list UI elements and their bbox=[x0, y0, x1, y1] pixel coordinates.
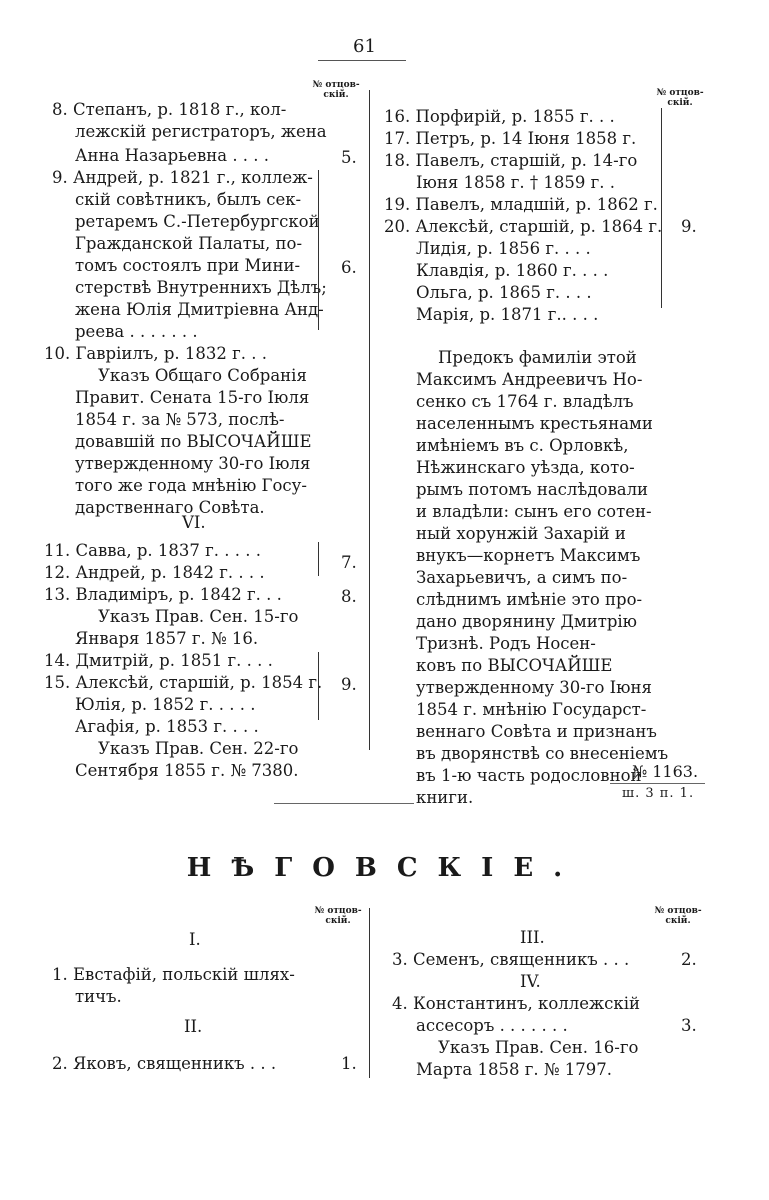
bracket-dmitry bbox=[318, 652, 319, 720]
header-line-2: скій. bbox=[323, 90, 349, 100]
history-paragraph-line: Захарьевичъ, а симъ по- bbox=[416, 568, 628, 587]
genealogy-entry-line: 12. Андрей, р. 1842 г. . . . bbox=[44, 563, 265, 582]
history-paragraph-line: Тризнѣ. Родъ Носен- bbox=[416, 634, 596, 653]
history-paragraph-line: ковъ по ВЫСОЧАЙШЕ bbox=[416, 656, 613, 675]
genealogy-entry-line: Ольга, р. 1865 г. . . . bbox=[416, 283, 592, 302]
bottom-column-divider bbox=[369, 908, 370, 1078]
entry-konstantin-cont: ассесоръ . . . . . . . bbox=[416, 1016, 568, 1035]
genealogy-entry-line: жена Юлія Дмитріевна Анд- bbox=[75, 300, 324, 319]
history-paragraph-line: населеннымъ крестьянами bbox=[416, 414, 653, 433]
history-paragraph-line: ный хорунжій Захарій и bbox=[416, 524, 626, 543]
genealogy-entry-line: реева . . . . . . . bbox=[75, 322, 198, 341]
genealogy-entry-line: Юлія, р. 1852 г. . . . . bbox=[75, 695, 256, 714]
bracket-andrey bbox=[318, 170, 319, 330]
header-line-2: скій. bbox=[667, 98, 693, 108]
genealogy-entry-line: Января 1857 г. № 16. bbox=[75, 629, 259, 648]
header-line-2: скій. bbox=[665, 916, 691, 926]
header-line-1: № отцов- bbox=[654, 906, 702, 916]
history-paragraph-line: въ дворянствѣ со внесеніемъ bbox=[416, 744, 669, 763]
genealogy-entry-line: Сентября 1855 г. № 7380. bbox=[75, 761, 299, 780]
genealogy-entry-line: стерствѣ Внутреннихъ Дѣлъ; bbox=[75, 278, 327, 297]
header-line-1: № отцов- bbox=[312, 80, 360, 90]
father-ref-number: 6. bbox=[341, 258, 357, 277]
bottom-left-header bbox=[308, 906, 368, 926]
ref-konstantin: 3. bbox=[681, 1016, 697, 1035]
history-paragraph-line: книги. bbox=[416, 788, 474, 807]
header-line-2: скій. bbox=[325, 916, 351, 926]
genealogy-entry-line: 10. Гавріилъ, р. 1832 г. . . bbox=[44, 344, 267, 363]
genealogy-entry-line: томъ состоялъ при Мини- bbox=[75, 256, 301, 275]
history-paragraph-line: и владѣли: сынъ его сотен- bbox=[416, 502, 652, 521]
genealogy-entry-line: 14. Дмитрій, р. 1851 г. . . . bbox=[44, 651, 273, 670]
bottom-right-header bbox=[648, 906, 708, 926]
family-title: НѢГОВСКІЕ. bbox=[186, 853, 583, 883]
bracket-right bbox=[661, 108, 662, 308]
genealogy-entry-line: Правит. Сената 15-го Іюля bbox=[75, 388, 310, 407]
file-rule bbox=[610, 783, 705, 784]
ukaz-line-1: Указъ Прав. Сен. 16-го bbox=[438, 1038, 639, 1057]
genealogy-entry-line: 20. Алексѣй, старшій, р. 1864 г. bbox=[384, 217, 663, 236]
entry-yakov: 2. Яковъ, священникъ . . . bbox=[52, 1054, 277, 1073]
entry-semen: 3. Семенъ, священникъ . . . bbox=[392, 950, 630, 969]
genealogy-entry-line: Анна Назарьевна . . . . bbox=[75, 146, 270, 165]
genealogy-entry-line: Марія, р. 1871 г.. . . . bbox=[416, 305, 599, 324]
genealogy-entry-line: 15. Алексѣй, старшій, р. 1854 г. bbox=[44, 673, 323, 692]
bottom-section-i: I. bbox=[189, 930, 201, 949]
genealogy-entry-line: 1854 г. за № 573, послѣ- bbox=[75, 410, 285, 429]
right-column-header bbox=[650, 88, 710, 108]
file-location: ш. 3 п. 1. bbox=[622, 786, 695, 801]
father-ref-number: 8. bbox=[341, 587, 357, 606]
history-paragraph-line: веннаго Совѣта и признанъ bbox=[416, 722, 657, 741]
bottom-section-ii: II. bbox=[184, 1017, 203, 1036]
entry-konstantin: 4. Константинъ, коллежскій bbox=[392, 994, 640, 1013]
page-number: 61 bbox=[353, 36, 376, 57]
entry-evstafy-cont: тичъ. bbox=[75, 987, 122, 1006]
genealogy-entry-line: утвержденному 30-го Іюля bbox=[75, 454, 311, 473]
father-ref-number: 7. bbox=[341, 553, 357, 572]
genealogy-entry-line: Указъ Общаго Собранія bbox=[98, 366, 307, 385]
genealogy-entry-line: довавшій по ВЫСОЧАЙШЕ bbox=[75, 432, 312, 451]
left-column-header bbox=[306, 80, 366, 100]
ukaz-line-2: Марта 1858 г. № 1797. bbox=[416, 1060, 612, 1079]
father-ref-number: 9. bbox=[341, 675, 357, 694]
father-ref-number: 9. bbox=[681, 217, 697, 236]
ref-semen: 2. bbox=[681, 950, 697, 969]
page-number-rule bbox=[318, 60, 406, 61]
genealogy-entry-line: 19. Павелъ, младшій, р. 1862 г. bbox=[384, 195, 658, 214]
history-paragraph-line: внукъ—корнетъ Максимъ bbox=[416, 546, 641, 565]
genealogy-entry-line: 9. Андрей, р. 1821 г., коллеж- bbox=[52, 168, 313, 187]
bracket-savva bbox=[318, 542, 319, 576]
genealogy-entry-line: Указъ Прав. Сен. 22-го bbox=[98, 739, 299, 758]
bottom-section-iv: IV. bbox=[520, 972, 541, 991]
column-divider bbox=[369, 90, 370, 750]
history-paragraph-line: Предокъ фамиліи этой bbox=[438, 348, 637, 367]
genealogy-entry-line: 16. Порфирій, р. 1855 г. . . bbox=[384, 107, 615, 126]
history-paragraph-line: въ 1-ю часть родословной bbox=[416, 766, 642, 785]
bottom-section-iii: III. bbox=[520, 928, 545, 947]
header-line-1: № отцов- bbox=[314, 906, 362, 916]
genealogy-entry-line: Гражданской Палаты, по- bbox=[75, 234, 303, 253]
genealogy-entry-line: дарственнаго Совѣта. bbox=[75, 498, 265, 517]
genealogy-entry-line: 18. Павелъ, старшій, р. 14-го bbox=[384, 151, 638, 170]
genealogy-entry-line: Клавдія, р. 1860 г. . . . bbox=[416, 261, 609, 280]
history-paragraph-line: Нѣжинскаго уѣзда, кото- bbox=[416, 458, 635, 477]
entry-evstafy: 1. Евстафій, польскій шлях- bbox=[52, 965, 295, 984]
history-paragraph-line: дано дворянину Дмитрію bbox=[416, 612, 638, 631]
section-vi-title: VI. bbox=[182, 513, 206, 532]
father-ref-number: 5. bbox=[341, 148, 357, 167]
history-paragraph-line: имѣніемъ въ с. Орловкѣ, bbox=[416, 436, 629, 455]
genealogy-entry-line: Агафія, р. 1853 г. . . . bbox=[75, 717, 259, 736]
header-line-1: № отцов- bbox=[656, 88, 704, 98]
history-paragraph-line: утвержденному 30-го Іюня bbox=[416, 678, 652, 697]
genealogy-entry-line: 11. Савва, р. 1837 г. . . . . bbox=[44, 541, 261, 560]
genealogy-entry-line: 8. Степанъ, р. 1818 г., кол- bbox=[52, 100, 287, 119]
genealogy-entry-line: скій совѣтникъ, былъ сек- bbox=[75, 190, 302, 209]
history-paragraph-line: 1854 г. мнѣнію Государст- bbox=[416, 700, 647, 719]
file-number: № 1163. bbox=[632, 762, 699, 781]
genealogy-entry-line: Іюня 1858 г. † 1859 г. . bbox=[416, 173, 616, 192]
genealogy-entry-line: лежскій регистраторъ, жена bbox=[75, 122, 327, 141]
genealogy-entry-line: того же года мнѣнію Госу- bbox=[75, 476, 307, 495]
genealogy-entry-line: Указъ Прав. Сен. 15-го bbox=[98, 607, 299, 626]
genealogy-entry-line: 13. Владиміръ, р. 1842 г. . . bbox=[44, 585, 282, 604]
ref-yakov: 1. bbox=[341, 1054, 357, 1073]
genealogy-entry-line: ретаремъ С.-Петербургской bbox=[75, 212, 320, 231]
history-paragraph-line: Максимъ Андреевичъ Но- bbox=[416, 370, 643, 389]
genealogy-entry-line: Лидія, р. 1856 г. . . . bbox=[416, 239, 591, 258]
genealogy-entry-line: 17. Петръ, р. 14 Іюня 1858 г. bbox=[384, 129, 637, 148]
history-paragraph-line: рымъ потомъ наслѣдовали bbox=[416, 480, 649, 499]
history-paragraph-line: слѣднимъ имѣніе это про- bbox=[416, 590, 643, 609]
history-paragraph-line: сенко съ 1764 г. владѣлъ bbox=[416, 392, 634, 411]
section-rule-left bbox=[274, 803, 414, 804]
